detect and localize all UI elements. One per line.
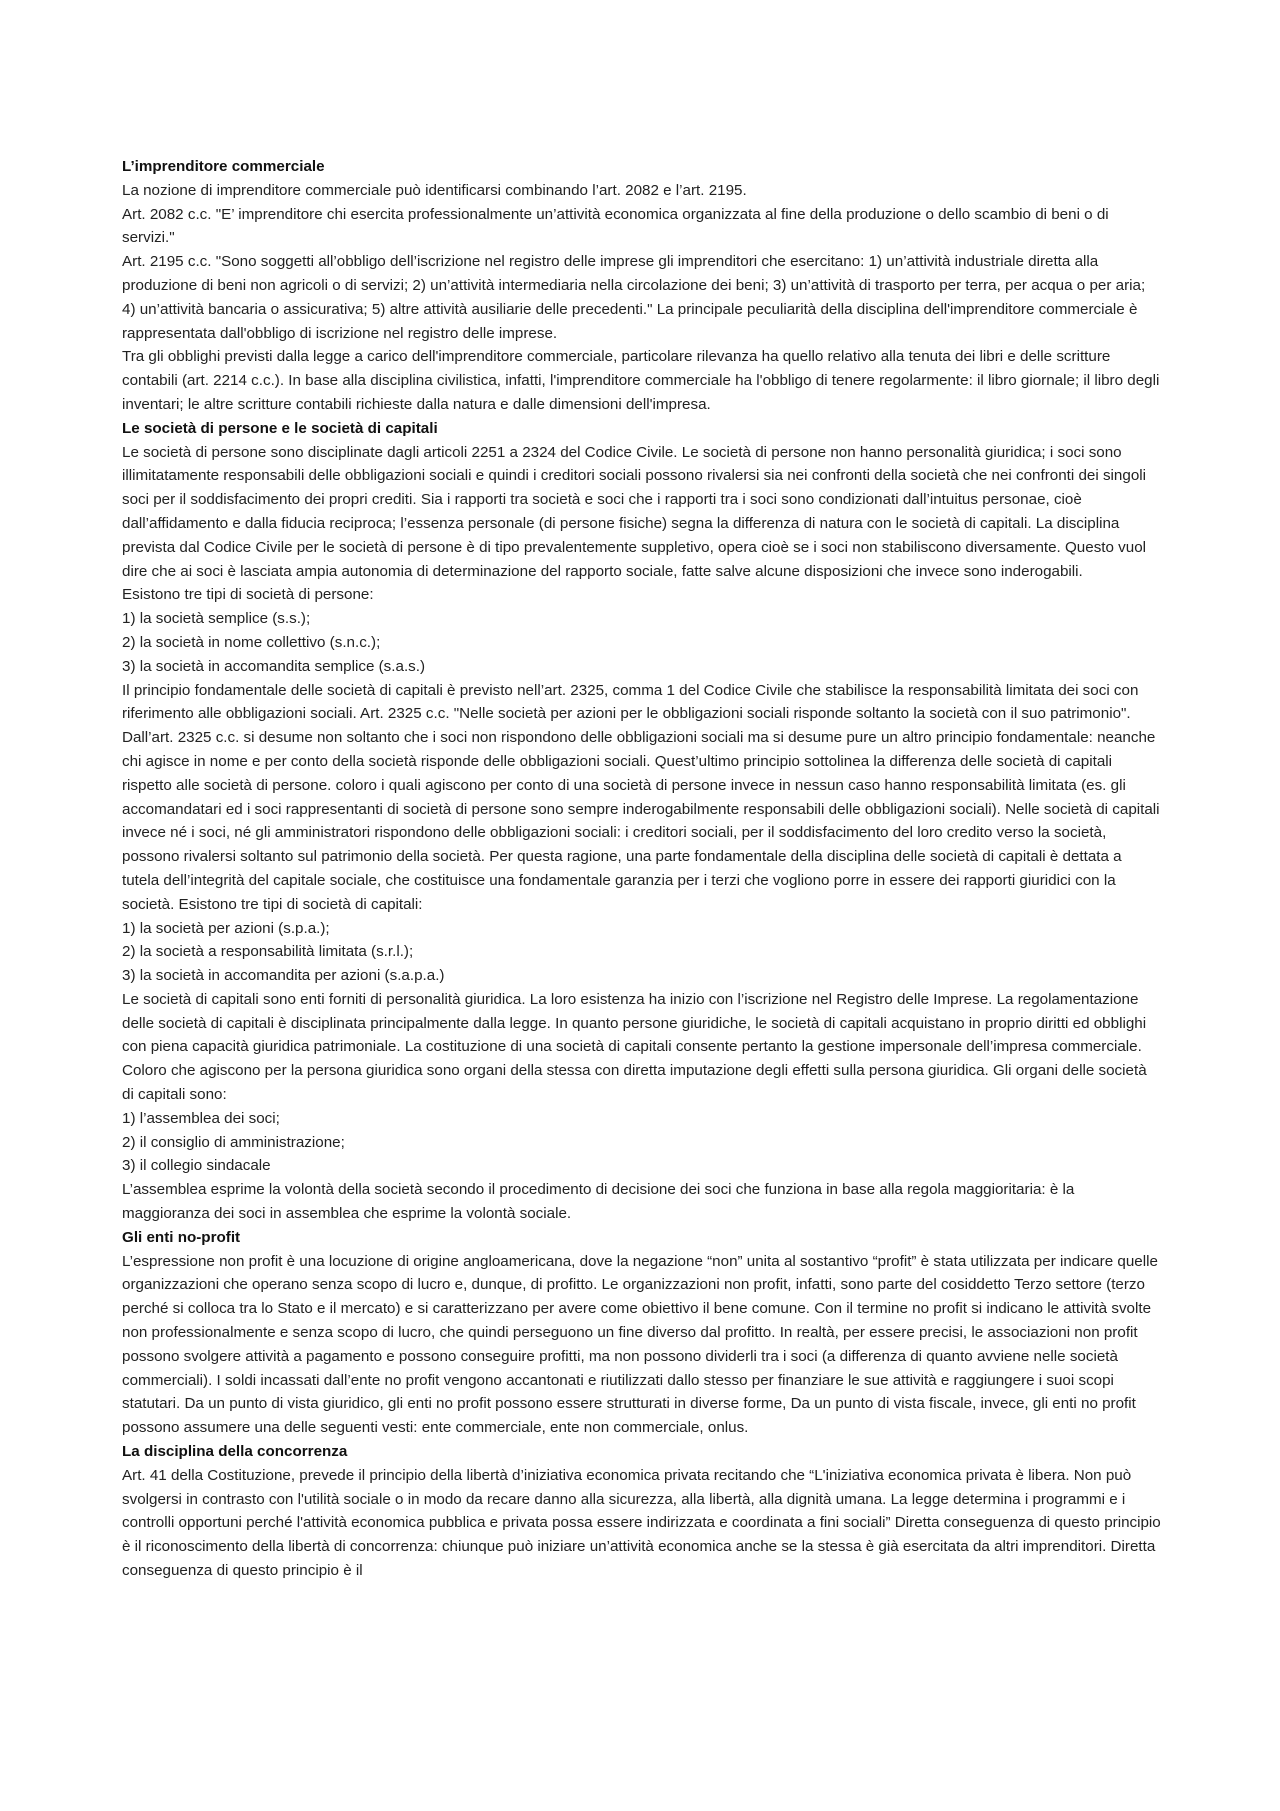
list-item: 3) il collegio sindacale xyxy=(122,1157,271,1175)
paragraph: Le società di capitali sono enti forniti di personalità giuridica. La loro esistenza ha inizio con l’iscrizione nel Registro delle Imprese. La regolamentazione delle società di capitali è disciplinata principalmente dalla legge. In quanto persone giuridiche, le società di capitali acquistano in proprio diritti ed obblighi con piena capacità giuridica patrimoniale. La costituzione di una società di capitali consente pertanto la gestione impersonale dell’impresa commerciale. Coloro che agiscono per la persona giuridica sono organi della stessa con diretta imputazione degli effetti sulla persona giuridica. Gli organi delle società di capitali sono: xyxy=(122,990,1147,1104)
section-heading-imprenditore: L’imprenditore commerciale xyxy=(122,158,325,175)
paragraph: Art. 2082 c.c. "E’ imprenditore chi esercita professionalmente un’attività economica organizzata al fine della produzione o dello scambio di beni o di servizi." xyxy=(122,205,1109,247)
paragraph: Il principio fondamentale delle società di capitali è previsto nell’art. 2325, comma 1 del Codice Civile che stabilisce la responsabilità limitata dei soci con riferimento alle obbligazioni sociali. Art. 2325 c.c. "Nelle società per azioni per le obbligazioni sociali risponde soltanto la società con il suo patrimonio". Dall’art. 2325 c.c. si desume non soltanto che i soci non rispondono delle obbligazioni sociali ma si desume pure un altro principio fondamentale: neanche chi agisce in nome e per conto della società risponde delle obbligazioni sociali. Quest’ultimo principio sottolinea la differenza delle società di capitali rispetto alle società di persone. coloro i quali agiscono per conto di una società di persone invece in nessun caso hanno responsabilità limitata (es. gli accomandatari ed i soci rappresentanti di società di persone sono sempre inderogabilmente responsabili delle obbligazioni sociali). Nelle società di capitali invece né i soci, né gli amministratori rispondono delle obbligazioni sociali: i creditori sociali, per il soddisfacimento del loro credito verso la società, possono rivalersi soltanto sul patrimonio della società. Per questa ragione, una parte fondamentale della disciplina delle società di capitali è dettata a tutela dell’integrità del capitale sociale, che costituisce una fondamentale garanzia per i terzi che vogliono porre in essere dei rapporti giuridici con la società. Esistono tre tipi di società di capitali: xyxy=(122,681,1160,913)
list-item: 1) l’assemblea dei soci; xyxy=(122,1109,280,1127)
list-item: 2) la società in nome collettivo (s.n.c.); xyxy=(122,633,381,651)
section-heading-no-profit: Gli enti no-profit xyxy=(122,1228,241,1246)
paragraph: L’assemblea esprime la volontà della società secondo il procedimento di decisione dei soci che funziona in base alla regola maggioritaria: è la maggioranza dei soci in assemblea che esprime la volontà sociale. xyxy=(122,1181,1075,1223)
paragraph: L’espressione non profit è una locuzione di origine angloamericana, dove la negazione “non” unita al sostantivo “profit” è stata utilizzata per indicare quelle organizzazioni che operano senza scopo di lucro e, dunque, di profitto. Le organizzazioni non profit, infatti, sono parte del cosiddetto Terzo settore (terzo perché si colloca tra lo Stato e il mercato) e si caratterizzano per avere come obiettivo il bene comune. Con il termine no profit si indicano le attività svolte non professionalmente e senza scopo di lucro, che quindi perseguono un fine diverso dal profitto. In realtà, per essere precisi, le associazioni non profit possono svolgere attività a pagamento e possono conseguire profitti, ma non possono dividerli tra i soci (a differenza di quanto avviene nelle società commerciali). I soldi incassati dall’ente no profit vengono accantonati e riutilizzati dallo stesso per finanziare le sue attività e raggiungere i suoi scopi statutari. Da un punto di vista giuridico, gli enti no profit possono essere strutturati in diverse forme, Da un punto di vista fiscale, invece, gli enti no profit possono assumere una delle seguenti vesti: ente commerciale, ente non commerciale, onlus. xyxy=(122,1252,1158,1437)
paragraph: Esistono tre tipi di società di persone: xyxy=(122,586,374,604)
list-item: 1) la società semplice (s.s.); xyxy=(122,610,311,628)
list-item: 3) la società in accomandita per azioni (s.a.p.a.) xyxy=(122,967,445,985)
paragraph: Art. 2195 c.c. "Sono soggetti all’obbligo dell’iscrizione nel registro delle imprese gli imprenditori che esercitano: 1) un’attività industriale diretta alla produzione di beni non agricoli o di servizi; 2) un’attività intermediaria nella circolazione dei beni; 3) un’attività di trasporto per terra, per acqua o per aria; 4) un’attività bancaria o assicurativa; 5) altre attività ausiliarie delle precedenti." La principale peculiarità della disciplina dell'imprenditore commerciale è rappresentata dall'obbligo di iscrizione nel registro delle imprese. xyxy=(122,253,1146,342)
section-heading-concorrenza: La disciplina della concorrenza xyxy=(122,1443,348,1461)
paragraph: La nozione di imprenditore commerciale può identificarsi combinando l’art. 2082 e l’art. 2195. xyxy=(122,181,747,199)
section-heading-societa: Le società di persone e le società di capitali xyxy=(122,419,438,437)
paragraph: Art. 41 della Costituzione, prevede il principio della libertà d’iniziativa economica privata recitando che “L'iniziativa economica privata è libera. Non può svolgersi in contrasto con l'utilità sociale o in modo da recare danno alla sicurezza, alla libertà, alla dignità umana. La legge determina i programmi e i controlli opportuni perché l'attività economica pubblica e privata possa essere indirizzata e coordinata a fini sociali” Diretta conseguenza di questo principio è il riconoscimento della libertà di concorrenza: chiunque può iniziare un’attività economica anche se la stessa è già esercitata da altri imprenditori. Diretta conseguenza di questo principio è il xyxy=(122,1466,1161,1580)
list-item: 1) la società per azioni (s.p.a.); xyxy=(122,919,330,937)
list-item: 3) la società in accomandita semplice (s.a.s.) xyxy=(122,657,426,675)
list-item: 2) il consiglio di amministrazione; xyxy=(122,1133,345,1151)
paragraph: Tra gli obblighi previsti dalla legge a carico dell'imprenditore commerciale, particolare rilevanza ha quello relativo alla tenuta dei libri e delle scritture contabili (art. 2214 c.c.). In base alla disciplina civilistica, infatti, l'imprenditore commerciale ha l'obbligo di tenere regolarmente: il libro giornale; il libro degli inventari; le altre scritture contabili richieste dalla natura e dalle dimensioni dell'impresa. xyxy=(122,348,1160,413)
paragraph: Le società di persone sono disciplinate dagli articoli 2251 a 2324 del Codice Civile. Le società di persone non hanno personalità giuridica; i soci sono illimitatamente responsabili delle obbligazioni sociali e quindi i creditori sociali possono rivalersi sia nei confronti della società che nei confronti dei singoli soci per il soddisfacimento dei propri crediti. Sia i rapporti tra società e soci che i rapporti tra i soci sono condizionati dall’intuitus personae, cioè dall’affidamento e dalla fiducia reciproca; l’essenza personale (di persone fisiche) segna la differenza di natura con le società di capitali. La disciplina prevista dal Codice Civile per le società di persone è di tipo prevalentemente suppletivo, opera cioè se i soci non stabiliscono diversamente. Questo vuol dire che ai soci è lasciata ampia autonomia di determinazione del rapporto sociale, fatte salve alcune disposizioni che invece sono inderogabili. xyxy=(122,443,1147,580)
document-page xyxy=(122,155,1162,1583)
list-item: 2) la società a responsabilità limitata (s.r.l.); xyxy=(122,943,414,961)
